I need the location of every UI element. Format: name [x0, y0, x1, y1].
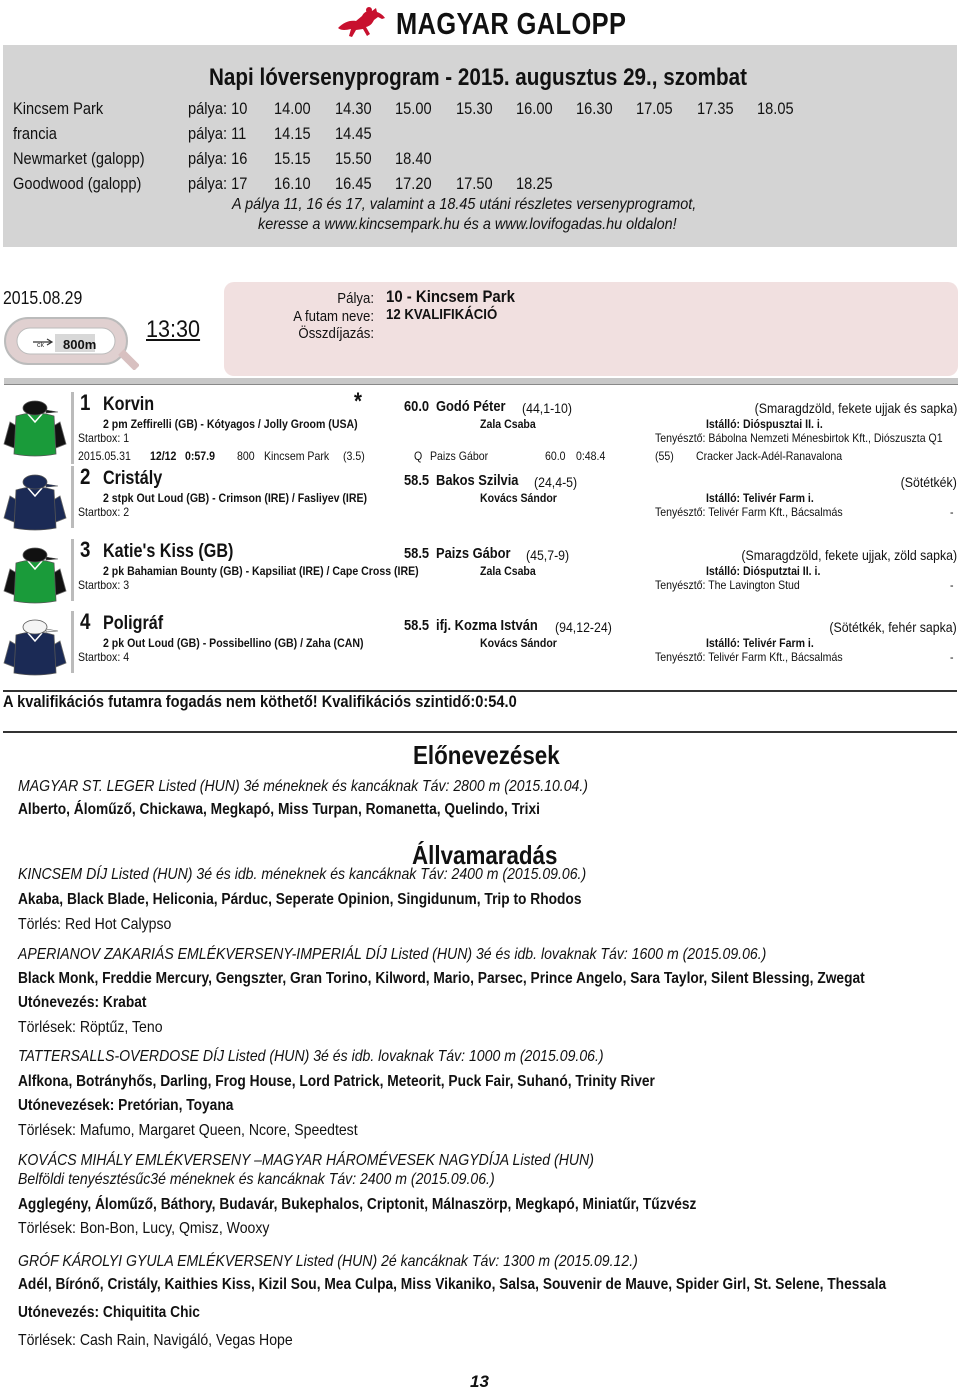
owner-name: Istálló: Telivér Farm i.	[706, 636, 814, 650]
pedigree: 2 pm Zeffirelli (GB) - Kótyagos / Jolly Groom (USA)	[103, 417, 358, 431]
track-row	[0, 99, 960, 121]
race-entry-withdrawals: Törlések: Cash Rain, Navigáló, Vegas Hope	[18, 1332, 293, 1349]
divider	[71, 392, 74, 464]
form-weight: 60.0	[545, 449, 566, 463]
page-number: 13	[470, 1372, 489, 1391]
race-start-time: 14.15	[274, 124, 311, 143]
jockey-name: ifj. Kozma István	[436, 617, 538, 634]
pedigree: 2 pk Bahamian Bounty (GB) - Kapsiliat (IRE) / Cape Cross (IRE)	[103, 564, 419, 578]
jockey-name: Bakos Szilvia	[436, 472, 519, 489]
race-start-time: 17.05	[636, 99, 673, 118]
race-start-time: 16.00	[516, 99, 553, 118]
runner-number: 1	[80, 390, 91, 415]
divider	[71, 611, 74, 673]
track-row	[0, 149, 960, 171]
program-title: Napi lóversenyprogram - 2015. augusztus 29., szombat	[209, 64, 747, 91]
track-label: Pálya:	[337, 290, 374, 307]
race-start-time: 14.45	[335, 124, 372, 143]
race-start-time: 17.50	[456, 174, 493, 193]
race-entry-late-entries: Utónevezések: Pretórian, Toyana	[18, 1097, 234, 1114]
startbox: Startbox: 4	[78, 650, 130, 664]
race-entry-late-entries: Utónevezés: Krabat	[18, 994, 147, 1011]
race-start-time: 16.30	[576, 99, 613, 118]
track-row	[0, 124, 960, 146]
race-entry-title: APERIANOV ZAKARIÁS EMLÉKVERSENY-IMPERIÁL DÍJ Listed (HUN) 3é és idb. lovaknak Táv: 1600 m (2015.09.06.)	[18, 946, 767, 963]
track-oval-icon	[3, 312, 139, 370]
breeder: Tenyésztő: Bábolna Nemzeti Ménesbirtok Kft., Diószuszta Q1	[655, 431, 943, 445]
form-time: 0:57.9	[185, 449, 215, 463]
race-start-time: 16.45	[335, 174, 372, 193]
runner-number: 4	[80, 609, 91, 634]
owner-name: Istálló: Diósputztai II. i.	[706, 564, 821, 578]
breeder-tail: -	[950, 578, 954, 592]
silk-colors: (Smaragdzöld, fekete ujjak és sapka)	[754, 400, 957, 416]
track-palya: pálya: 11	[188, 124, 247, 143]
note-line-2: keresse a www.kincsempark.hu és a www.lovifogadas.hu oldalon!	[258, 216, 677, 233]
track-row	[0, 174, 960, 196]
track-name: francia	[13, 124, 57, 143]
track-start-label: ck	[37, 342, 44, 349]
jockey-name: Godó Péter	[436, 398, 506, 415]
weight: 58.5	[404, 545, 430, 562]
selection-mark: *	[354, 388, 362, 415]
race-entry-title: KINCSEM DÍJ Listed (HUN) 3é és idb. méneknek és kancáknak Táv: 2400 m (2015.09.06.)	[18, 866, 587, 883]
race-start-time: 14.00	[274, 99, 311, 118]
jockey-silks-icon	[2, 472, 68, 532]
section-title-elonevezesek: Előnevezések	[413, 740, 560, 770]
race-start-time: 18.05	[757, 99, 794, 118]
race-start-time: 17.20	[395, 174, 432, 193]
form-race-type: Q	[414, 449, 423, 463]
owner-name: Istálló: Dióspusztai II. i.	[706, 417, 823, 431]
startbox: Startbox: 3	[78, 578, 130, 592]
race-entry-withdrawals: Törlések: Bon-Bon, Lucy, Qmisz, Wooxy	[18, 1220, 270, 1237]
qualification-note: A kvalifikációs futamra fogadás nem köthető! Kvalifikációs szintidő:0:54.0	[3, 692, 517, 711]
race-start-time: 15.50	[335, 149, 372, 168]
breeder: Tenyésztő: Telivér Farm Kft., Bácsalmás	[655, 650, 843, 664]
race-name-label: A futam neve:	[293, 308, 374, 325]
track-palya: pálya: 16	[188, 149, 248, 168]
brand-title: MAGYAR GALOPP	[396, 6, 627, 41]
section-title-allvamaradas: Állvamaradás	[412, 840, 558, 870]
track-name: Goodwood (galopp)	[13, 174, 142, 193]
breeder-tail: -	[950, 505, 954, 519]
race-entry-subtitle: Belföldi tenyésztésűc3é méneknek és kancáknak Táv: 2400 m (2015.09.06.)	[18, 1171, 495, 1188]
trainer-name: Kovács Sándor	[480, 636, 557, 650]
form-winner-time: 0:48.4	[576, 449, 606, 463]
breeder: Tenyésztő: The Lavington Stud	[655, 578, 800, 592]
startbox: Startbox: 2	[78, 505, 130, 519]
race-entry-withdrawals: Törlés: Red Hot Calypso	[18, 916, 172, 933]
race-entry-late-entries: Utónevezés: Chiquitita Chic	[18, 1304, 200, 1321]
runner-number: 3	[80, 537, 91, 562]
trainer-name: Zala Csaba	[480, 564, 536, 578]
owner-name: Istálló: Telivér Farm i.	[706, 491, 814, 505]
jockey-stats: (45,7-9)	[526, 547, 570, 563]
trainer-name: Zala Csaba	[480, 417, 536, 431]
track-name: Newmarket (galopp)	[13, 149, 145, 168]
track-diagram	[3, 312, 139, 370]
jockey-stats: (24,4-5)	[534, 474, 578, 490]
startbox: Startbox: 1	[78, 431, 130, 445]
prize-label: Összdíjazás:	[298, 325, 374, 342]
form-odds: (3.5)	[343, 449, 365, 463]
race-entry-withdrawals: Törlések: Mafumo, Margaret Queen, Ncore, Speedtest	[18, 1122, 358, 1139]
race-start-time: 15.15	[274, 149, 311, 168]
weight: 58.5	[404, 472, 430, 489]
track-value: 10 - Kincsem Park	[386, 287, 515, 306]
race-name-value: 12 KVALIFIKÁCIÓ	[386, 306, 498, 323]
breeder: Tenyésztő: Telivér Farm Kft., Bácsalmás	[655, 505, 843, 519]
form-jockey: Paizs Gábor	[430, 449, 489, 463]
divider	[71, 466, 74, 528]
trainer-name: Kovács Sándor	[480, 491, 557, 505]
jockey-name: Paizs Gábor	[436, 545, 511, 562]
race-start-time: 14.30	[335, 99, 372, 118]
jockey-silks-icon	[2, 617, 68, 677]
form-date: 2015.05.31	[78, 449, 131, 463]
form-distance: 800	[237, 449, 255, 463]
race-entry-horses: Black Monk, Freddie Mercury, Gengszter, Gran Torino, Kilword, Mario, Parsec, Prince Angelo, Sara Taylor, Silent Blessing, Zwegat	[18, 970, 865, 987]
race-start-time: 18.40	[395, 149, 432, 168]
horse-name: Cristály	[103, 468, 163, 489]
race-entry-title: TATTERSALLS-OVERDOSE DÍJ Listed (HUN) 3é és idb. lovaknak Táv: 1000 m (2015.09.06.)	[18, 1048, 604, 1065]
track-palya: pálya: 10	[188, 99, 248, 118]
divider	[71, 539, 74, 601]
jockey-stats: (44,1-10)	[522, 400, 572, 416]
track-palya: pálya: 17	[188, 174, 248, 193]
silk-colors: (Sötétkék)	[900, 474, 957, 490]
divider	[4, 384, 958, 385]
pedigree: 2 stpk Out Loud (GB) - Crimson (IRE) / Fasliyev (IRE)	[103, 491, 368, 505]
race-entry-withdrawals: Törlések: Röptűz, Teno	[18, 1019, 163, 1036]
race-entry-title: KOVÁCS MIHÁLY EMLÉKVERSENY –MAGYAR HÁROMÉVESEK NAGYDÍJA Listed (HUN)	[18, 1152, 594, 1169]
weight: 60.0	[404, 398, 430, 415]
race-start-time: 16.10	[274, 174, 311, 193]
race-date: 2015.08.29	[3, 288, 83, 308]
form-track: Kincsem Park	[264, 449, 330, 463]
breeder-tail: -	[950, 650, 954, 664]
horse-name: Poligráf	[103, 613, 164, 634]
race-entry-title: MAGYAR ST. LEGER Listed (HUN) 3é méneknek és kancáknak Táv: 2800 m (2015.10.04.)	[18, 778, 588, 795]
race-entry-horses: Alfkona, Botrányhős, Darling, Frog House, Lord Patrick, Meteorit, Puck Fair, Suhanó, Trinity River	[18, 1073, 655, 1090]
runner-number: 2	[80, 464, 91, 489]
race-entry-horses: Alberto, Áloműző, Chickawa, Megkapó, Miss Turpan, Romanetta, Quelindo, Trixi	[18, 801, 540, 818]
race-start-time: 15.00	[395, 99, 432, 118]
race-time: 13:30	[146, 316, 201, 343]
silk-colors: (Sötétkék, fehér sapka)	[829, 619, 957, 635]
race-start-time: 17.35	[697, 99, 734, 118]
silk-colors: (Smaragdzöld, fekete ujjak, zöld sapka)	[741, 547, 957, 563]
jockey-silks-icon	[2, 398, 68, 458]
jockey-silks-icon	[2, 545, 68, 605]
race-start-time: 18.25	[516, 174, 553, 193]
racehorse-logo-icon	[336, 6, 388, 40]
note-line-1: A pálya 11, 16 és 17, valamint a 18.45 utáni részletes versenyprogramot,	[232, 196, 697, 213]
horse-name: Katie's Kiss (GB)	[103, 541, 234, 562]
weight: 58.5	[404, 617, 430, 634]
form-placings: Cracker Jack-Adél-Ranavalona	[696, 449, 843, 463]
race-entry-horses: Akaba, Black Blade, Heliconia, Párduc, Seperate Opinion, Singidunum, Trip to Rhodos	[18, 891, 582, 908]
race-start-time: 15.30	[456, 99, 493, 118]
track-name: Kincsem Park	[13, 99, 104, 118]
form-place: 12/12	[150, 449, 177, 463]
track-distance-label: 800m	[63, 337, 97, 352]
horse-name: Korvin	[103, 394, 155, 415]
race-entry-title: GRÓF KÁROLYI GYULA EMLÉKVERSENY Listed (HUN) 2é kancáknak Táv: 1300 m (2015.09.12.)	[18, 1253, 638, 1270]
race-entry-horses: Agglegény, Áloműző, Báthory, Budavár, Bukephalos, Criptonit, Málnaszörp, Megkapó, Miniatűr, Tűzvész	[18, 1196, 697, 1213]
race-entry-horses: Adél, Bírónő, Cristály, Kaithies Kiss, Kizil Sou, Mea Culpa, Miss Vikaniko, Salsa, Souvenir de Mauve, Spider Girl, St. Selene, Thessala	[18, 1276, 887, 1293]
form-rating: (55)	[655, 449, 674, 463]
jockey-stats: (94,12-24)	[555, 619, 612, 635]
pedigree: 2 pk Out Loud (GB) - Possibellino (GB) / Zaha (CAN)	[103, 636, 364, 650]
divider	[3, 731, 957, 733]
